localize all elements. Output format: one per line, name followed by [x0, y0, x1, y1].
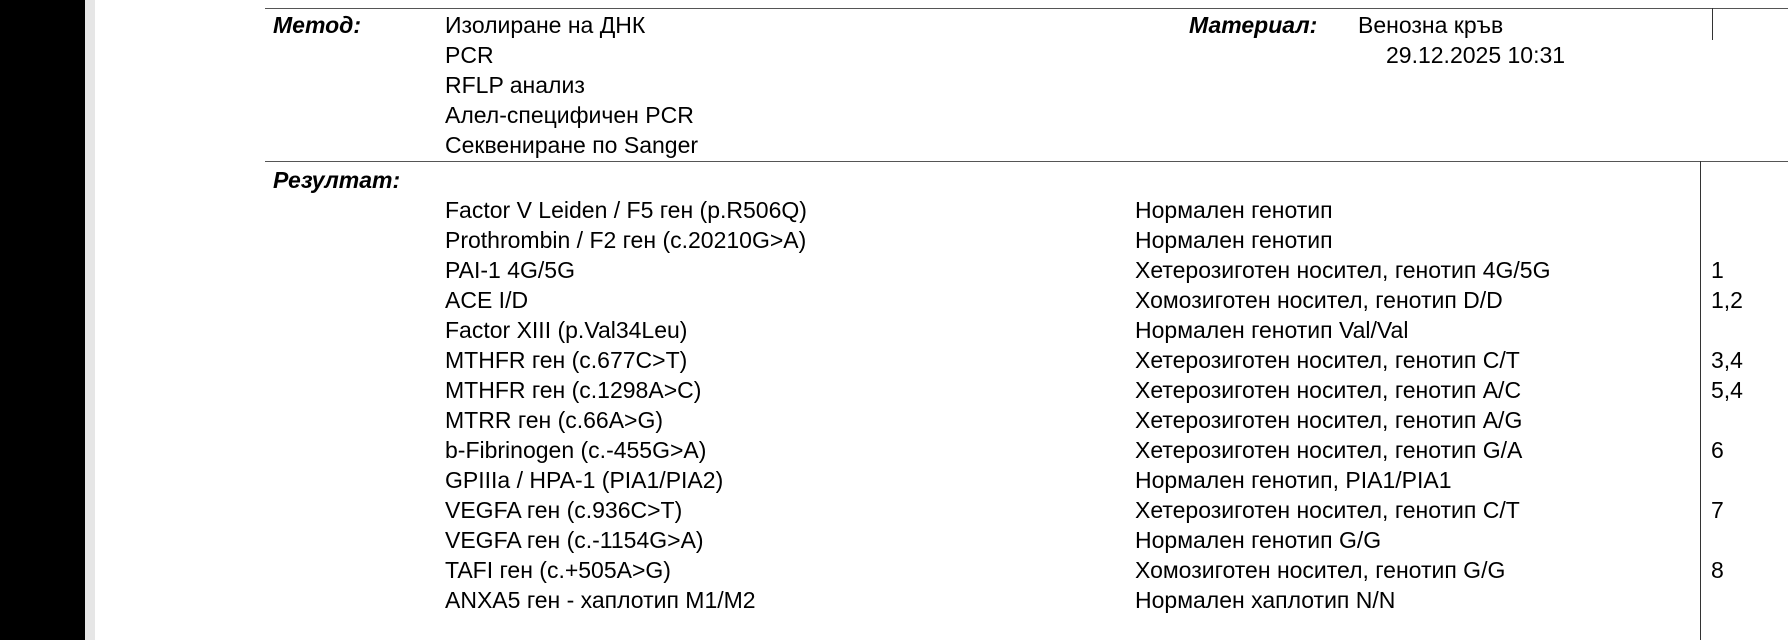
reference-note	[1711, 195, 1743, 225]
test-name: Factor XIII (p.Val34Leu)	[445, 317, 688, 343]
result-value-column	[1135, 195, 1550, 615]
test-result: Нормален генотип	[1135, 227, 1333, 253]
reference-note	[1711, 315, 1743, 345]
section-divider	[265, 161, 1788, 162]
result-note-column	[1711, 195, 1743, 615]
test-result: Хетерозиготен носител, генотип C/T	[1135, 497, 1520, 523]
test-name: b-Fibrinogen (c.-455G>A)	[445, 437, 707, 463]
reference-note	[1711, 585, 1743, 615]
reference-note: 8	[1711, 557, 1724, 583]
test-result: Хетерозиготен носител, генотип A/C	[1135, 377, 1522, 403]
method-item: Секвениране по Sanger	[445, 132, 699, 158]
test-name: GPIIIa / HPA-1 (PIA1/PIA2)	[445, 467, 724, 493]
test-result: Нормален хаплотип N/N	[1135, 587, 1396, 613]
reference-note: 1	[1711, 257, 1724, 283]
test-name: ANXA5 ген - хаплотип M1/M2	[445, 587, 756, 613]
reference-note: 7	[1711, 497, 1724, 523]
method-label: Метод:	[273, 12, 362, 38]
reference-note: 1,2	[1711, 287, 1743, 313]
test-result: Хомозиготен носител, генотип D/D	[1135, 287, 1503, 313]
result-test-column	[445, 195, 807, 615]
notes-column-border	[1700, 161, 1701, 640]
test-result: Хетерозиготен носител, генотип A/G	[1135, 407, 1523, 433]
test-result: Нормален генотип Val/Val	[1135, 317, 1409, 343]
reference-note: 6	[1711, 437, 1724, 463]
test-name: Prothrombin / F2 ген (c.20210G>A)	[445, 227, 807, 253]
top-right-border	[1712, 8, 1713, 40]
test-name: Factor V Leiden / F5 ген (p.R506Q)	[445, 197, 807, 223]
left-gutter	[85, 0, 95, 640]
method-item: RFLP анализ	[445, 72, 585, 98]
left-dark-margin	[0, 0, 85, 640]
test-result: Нормален генотип	[1135, 197, 1333, 223]
reference-note: 5,4	[1711, 377, 1743, 403]
test-name: MTHFR ген (c.1298A>C)	[445, 377, 702, 403]
method-item: PCR	[445, 42, 494, 68]
reference-note	[1711, 225, 1743, 255]
test-name: TAFI ген (c.+505A>G)	[445, 557, 671, 583]
reference-note	[1711, 465, 1743, 495]
test-result: Нормален генотип, PIA1/PIA1	[1135, 467, 1452, 493]
material-value: Венозна кръв	[1358, 12, 1504, 38]
test-name: MTRR ген (c.66A>G)	[445, 407, 664, 433]
result-label: Резултат:	[273, 167, 401, 193]
test-name: MTHFR ген (c.677C>T)	[445, 347, 688, 373]
reference-note	[1711, 405, 1743, 435]
method-item: Алел-специфичен PCR	[445, 102, 694, 128]
test-result: Хетерозиготен носител, генотип C/T	[1135, 347, 1520, 373]
test-name: ACE I/D	[445, 287, 529, 313]
method-item: Изолиране на ДНК	[445, 12, 646, 38]
test-result: Хомозиготен носител, генотип G/G	[1135, 557, 1506, 583]
method-list	[445, 10, 698, 160]
report-page	[95, 0, 1788, 640]
reference-note: 3,4	[1711, 347, 1743, 373]
test-result: Нормален генотип G/G	[1135, 527, 1382, 553]
collection-datetime: 29.12.2025 10:31	[1386, 42, 1566, 68]
material-label: Материал:	[1189, 12, 1318, 38]
test-name: VEGFA ген (c.-1154G>A)	[445, 527, 704, 553]
test-result: Хетерозиготен носител, генотип G/A	[1135, 437, 1523, 463]
reference-note	[1711, 525, 1743, 555]
test-name: VEGFA ген (c.936C>T)	[445, 497, 683, 523]
test-name: PAI-1 4G/5G	[445, 257, 575, 283]
test-result: Хетерозиготен носител, генотип 4G/5G	[1135, 257, 1551, 283]
top-divider	[265, 8, 1788, 9]
